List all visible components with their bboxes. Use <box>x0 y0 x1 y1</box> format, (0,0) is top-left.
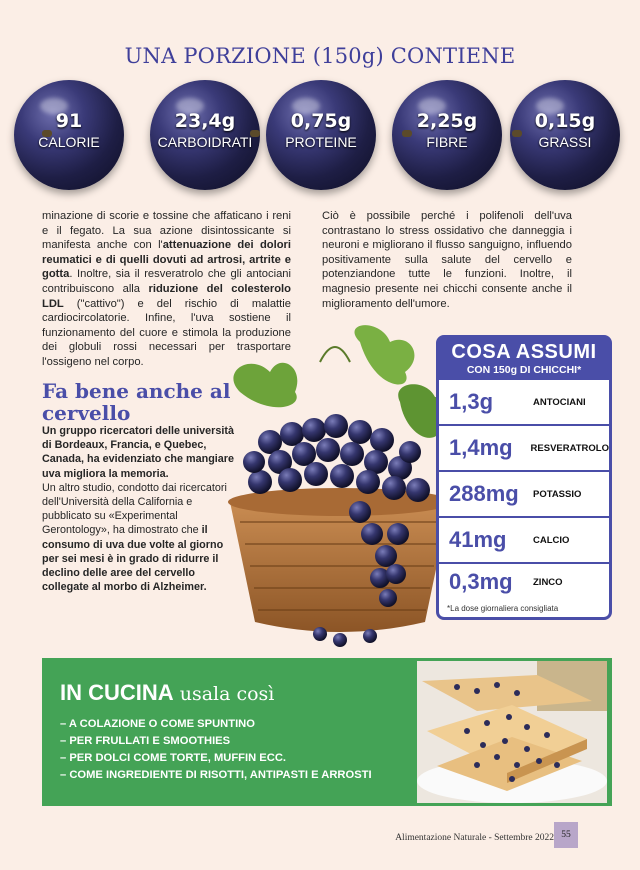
intake-row <box>439 564 609 600</box>
intake-value: 1,3g <box>449 389 494 414</box>
nutrient-grape <box>266 80 376 190</box>
nutrient-label: PROTEINE <box>285 134 357 150</box>
intake-value: 0,3mg <box>449 569 513 594</box>
page-number: 55 <box>554 822 578 848</box>
list-item: – A COLAZIONE O COME SPUNTINO <box>60 718 255 730</box>
cucina-title-rest: usala così <box>173 683 275 705</box>
nutrient-value: 0,75g <box>290 110 352 132</box>
article-column-2 <box>322 209 572 311</box>
article-text: Un altro studio, condotto dai ricercatori dell'Università della California e pubblicato su «Experimental Gerontology», ha dimostrato che <box>42 481 227 537</box>
intake-label: ZINCO <box>533 576 563 588</box>
nutrient-value: 23,4g <box>174 110 236 132</box>
intake-value: 288mg <box>449 481 519 506</box>
intake-box-subtitle: CON 150g DI CHICCHI* <box>466 364 582 376</box>
article-bold-text: Un gruppo ricercatori delle università di Bordeaux, Francia, e Quebec, Canada, ha evidenziato che mangiare uva migliora la memoria. <box>42 425 235 480</box>
nutrient-label: CALORIE <box>38 134 100 150</box>
footer-text: Alimentazione Naturale - Settembre 2022 <box>395 833 554 843</box>
article-text: ("cattivo") e del rischio di malattie cardiocircolatorie. Infine, l'uva sostiene il funzionamento del cuore e stimola la produzione dei globuli rossi necessari per trasportare l'ossigeno nel corpo. <box>42 297 291 368</box>
grape-cake-photo <box>417 661 607 803</box>
grape-cake-illustration <box>417 661 607 803</box>
grape-basket-illustration <box>210 322 470 652</box>
intake-box <box>436 335 612 620</box>
list-item: – PER FRULLATI E SMOOTHIES <box>60 735 231 747</box>
nutrient-value: 0,15g <box>534 110 596 132</box>
article-text: . Inoltre, sia il resveratrolo che gli antociani contribuiscono alla <box>42 268 291 295</box>
brain-column <box>42 424 238 594</box>
cucina-title-bold: IN CUCINA <box>60 680 174 705</box>
intake-value: 41mg <box>449 527 507 552</box>
cucina-list <box>60 716 372 784</box>
cucina-title <box>60 680 274 706</box>
list-item: – COME INGREDIENTE DI RISOTTI, ANTIPASTI E ARROSTI <box>60 769 372 781</box>
article-bold-text: riduzione del colesterolo LDL <box>42 282 291 310</box>
article-text: Ciò è possibile perché i polifenoli dell'uva contrastano lo stress ossidativo che danneggia i neuroni e migliorano il flusso sanguigno, influendo positivamente sulla salute del cervello e potenziandone tutte le funzioni. Inoltre, il magnesio presente nei chicchi consente anche il miglioramento dell'umore. <box>322 210 572 310</box>
intake-value: 1,4mg <box>449 435 513 460</box>
intake-box-title: COSA ASSUMI <box>451 341 597 363</box>
list-item: – PER DOLCI COME TORTE, MUFFIN ECC. <box>60 752 287 764</box>
nutrient-grape <box>392 80 502 190</box>
grape-basket-image <box>210 322 470 652</box>
cucina-box <box>42 658 612 806</box>
intake-row <box>439 426 609 472</box>
nutrient-value: 91 <box>55 110 83 132</box>
intake-note: *La dose giornaliera consigliata <box>447 604 559 613</box>
article-text: minazione di scorie e tossine che affaticano i reni e il fegato. La sua azione disintossicante si manifesta anche con l' <box>42 210 291 252</box>
nutrient-grape <box>14 80 124 190</box>
nutrient-value: 2,25g <box>416 110 478 132</box>
article-bold-text: il consumo di uva due volte al giorno per sei mesi è in grado di ridurre il declino delle aree del cervello collegate al morbo di Alzheimer. <box>42 524 224 594</box>
brain-heading: Fa bene anche al cervello <box>42 379 231 425</box>
portion-title: UNA PORZIONE (150g) CONTIENE <box>124 44 516 68</box>
intake-label: POTASSIO <box>533 488 582 500</box>
intake-row <box>439 518 609 564</box>
nutrient-grapes <box>0 72 640 190</box>
intake-label: ANTOCIANI <box>533 396 586 408</box>
nutrient-label: GRASSI <box>538 134 592 150</box>
article-bold-text: attenuazione dei dolori reumatici e di quelli dovuti ad artrosi, artrite e gotta <box>42 239 292 281</box>
nutrient-label: CARBOIDRATI <box>157 134 253 150</box>
intake-label: CALCIO <box>533 534 570 546</box>
intake-box-header <box>439 338 609 380</box>
intake-label: RESVERATROLO <box>530 442 609 454</box>
nutrient-grape <box>150 80 260 190</box>
intake-row <box>439 472 609 518</box>
intake-row <box>439 380 609 426</box>
nutrient-label: FIBRE <box>426 134 468 150</box>
nutrient-grape <box>510 80 620 190</box>
